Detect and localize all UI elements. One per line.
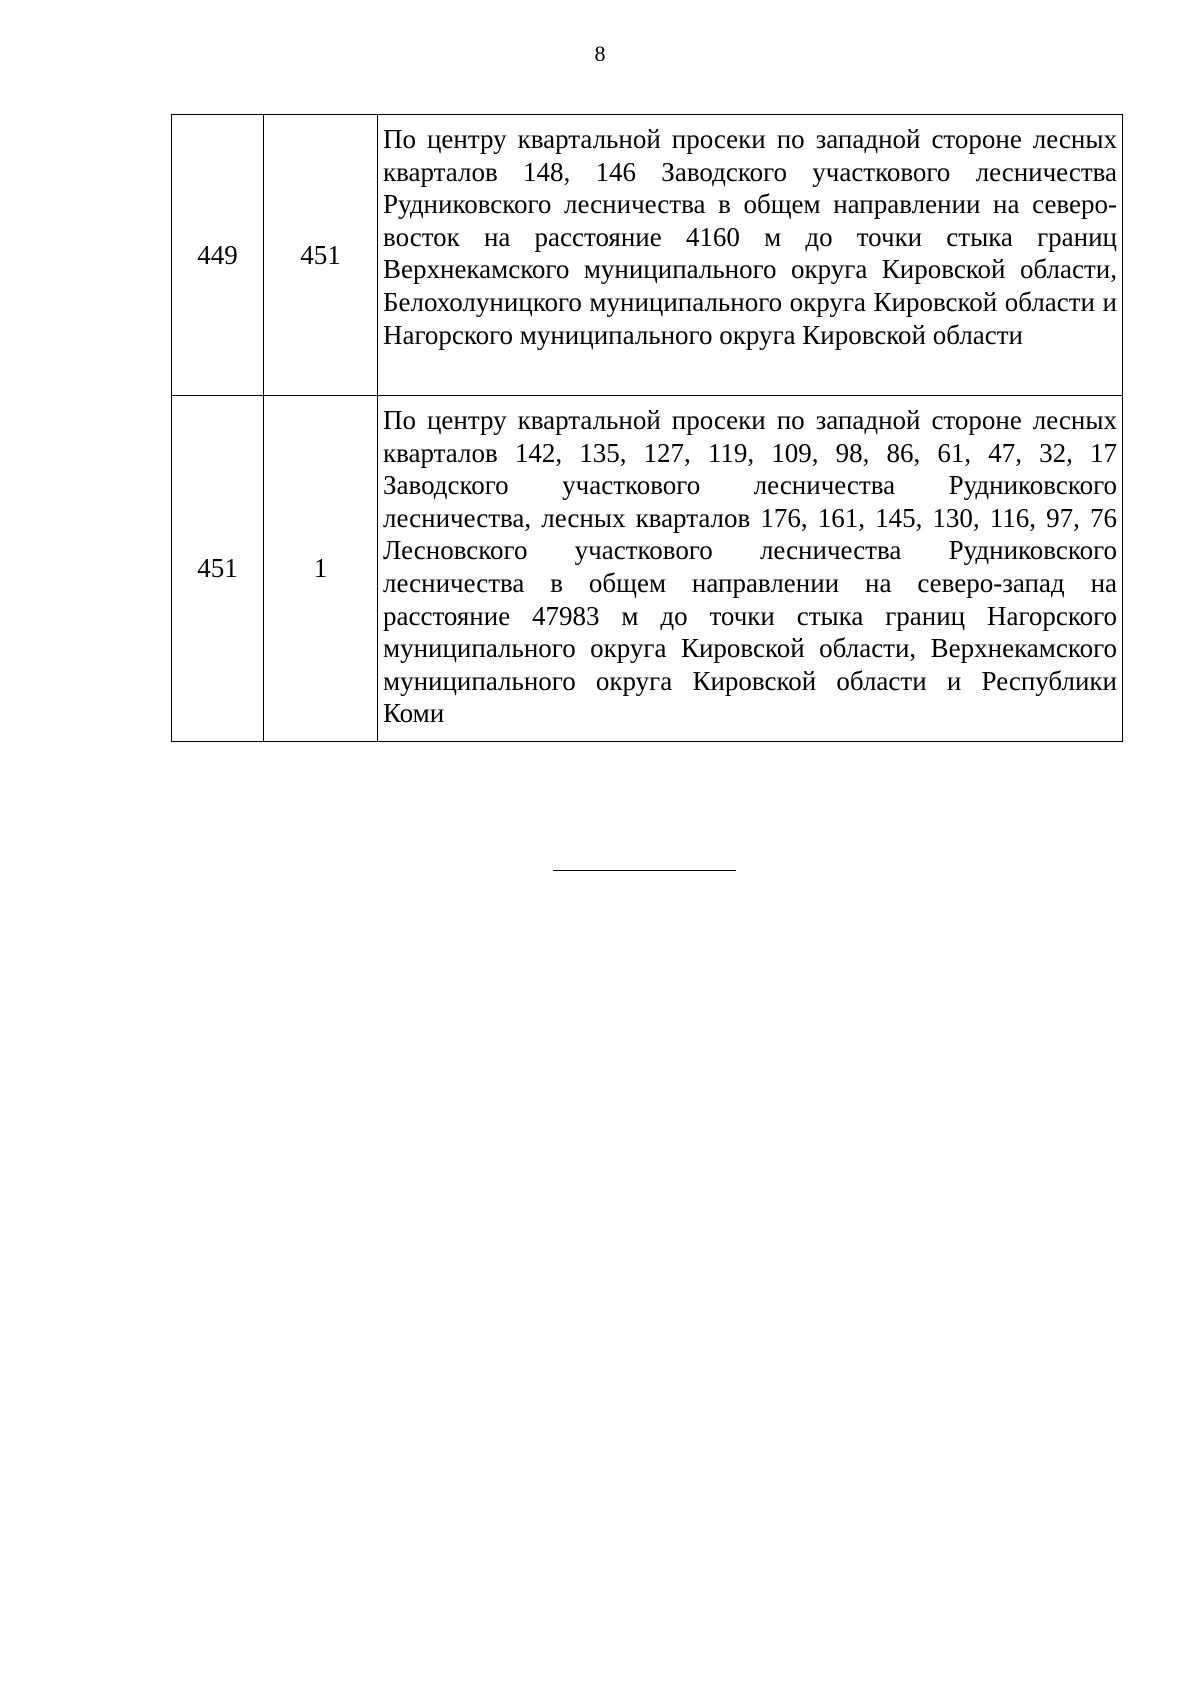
page-number: 8 [594, 41, 606, 66]
to-point-cell: 1 [264, 396, 378, 742]
boundary-description-cell: По центру квартальной просеки по западной стороне лесных кварталов 148, 146 Заводского участкового лесничества Рудниковского лесничества в общем направлении на северо-восток на расстояние 4160 м до точки стыка границ Верхнекамского муниципального округа Кировской области, Белохолуницкого муниципального округа Кировской области и Нагорского муниципального округа Кировской области [378, 115, 1123, 396]
boundary-description-cell: По центру квартальной просеки по западной стороне лесных кварталов 142, 135, 127, 119, 109, 98, 86, 61, 47, 32, 17 Заводского участкового лесничества Рудниковского лесничества, лесных кварталов 176, 161, 145, 130, 116, 97, 76 Лесновского участкового лесничества Рудниковского лесничества в общем направлении на северо-запад на расстояние 47983 м до точки стыка границ Нагорского муниципального округа Кировской области, Верхнекамского муниципального округа Кировской области и Республики Коми [378, 396, 1123, 742]
end-of-document-rule [553, 870, 736, 871]
from-point-cell: 449 [172, 115, 264, 396]
table-row [172, 396, 1123, 742]
from-point-cell: 451 [172, 396, 264, 742]
to-point-cell: 451 [264, 115, 378, 396]
boundary-description-table [171, 114, 1123, 742]
table-row [172, 115, 1123, 396]
